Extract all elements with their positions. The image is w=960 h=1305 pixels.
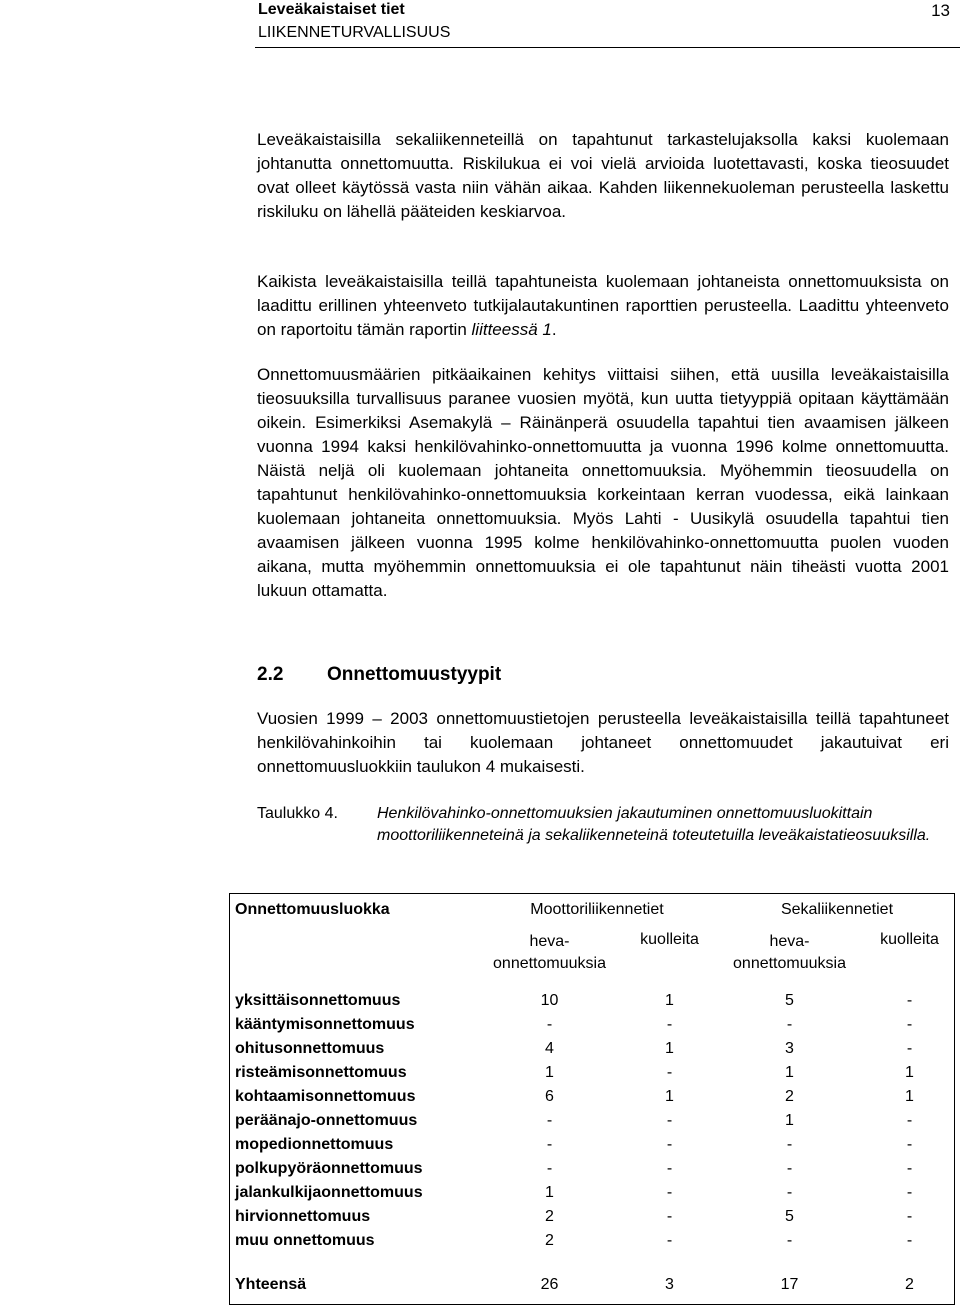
group-header-motorways: Moottoriliikennetiet xyxy=(530,901,664,918)
row-label: kohtaamisonnettomuus xyxy=(235,1088,416,1105)
table-row xyxy=(229,1085,957,1109)
table-cell: - xyxy=(786,1184,793,1201)
row-label: mopedionnettomuus xyxy=(235,1136,394,1153)
table-cell: - xyxy=(906,1208,913,1225)
table-cell: - xyxy=(906,1136,913,1153)
table-cell: - xyxy=(906,1160,913,1177)
subheader-deaths-1: kuolleita xyxy=(640,931,699,948)
group-header-mixed-roads: Sekaliikennetiet xyxy=(780,901,894,918)
table-cell: 17 xyxy=(780,1276,799,1293)
table-cell: - xyxy=(786,1016,793,1033)
table-cell: 1 xyxy=(905,1088,914,1105)
table-cell: 1 xyxy=(785,1064,794,1081)
table-cell: 10 xyxy=(540,992,559,1009)
header-rule xyxy=(255,47,960,48)
row-label: risteämisonnettomuus xyxy=(235,1064,407,1081)
paragraph-2-end: . xyxy=(551,320,557,339)
table-row xyxy=(229,1181,957,1205)
row-label: jalankulkijaonnettomuus xyxy=(235,1184,423,1201)
section-number: 2.2 xyxy=(257,664,284,685)
table-cell: 2 xyxy=(785,1088,794,1105)
paragraph-4: Vuosien 1999 – 2003 onnettomuustietojen perusteella leveäkaistaisilla teillä tapahtuneet henkilövahinkoihin tai kuolemaan johtaneet onnettomuudet jakautuivat eri onnettomuusluokkiin taulukon 4 mukaisesti. xyxy=(257,709,949,776)
table-cell: 6 xyxy=(545,1088,554,1105)
table-cell: 26 xyxy=(540,1276,559,1293)
paragraph-3: Onnettomuusmäärien pitkäaikainen kehitys viittaisi siihen, että uusilla leveäkaistaisilla tieosuuksilla turvallisuus paranee vuosien myötä, kun uutta tietyyppiä opitaan käyttämään oikein. Esimerkiksi Asemakylä – Räinänperä osuudella tapahtui tien avaamisen jälkeen vuonna 1994 kaksi henkilövahinko-onnettomuutta ja vuonna 1996 kolme onnettomuutta. Näistä neljä oli kuolemaan johtaneita onnettomuuksia. Myöhemmin tieosuudella on tapahtunut henkilövahinko-onnettomuuksia korkeintaan kerran vuodessa, eikä lainkaan kuolemaan johtaneita onnettomuuksia. Myös Lahti - Uusikylä osuudella tapahtui tien avaamisen jälkeen vuonna 1995 kolme henkilövahinko-onnettomuutta puolen vuoden aikana, mutta myöhemmin onnettomuuksia ei ole tapahtunut näin tiheästi vuotta 2001 lukuun ottamatta. xyxy=(257,365,949,600)
table-cell: - xyxy=(906,1016,913,1033)
section-title: Onnettomuustyypit xyxy=(327,664,502,685)
row-label: peräänajo-onnettomuus xyxy=(235,1112,418,1129)
table-cell: - xyxy=(666,1232,673,1249)
table-cell: - xyxy=(906,1040,913,1057)
row-label: Yhteensä xyxy=(235,1276,307,1293)
table-row xyxy=(229,1061,957,1085)
table-cell: - xyxy=(666,1160,673,1177)
subheader-heva-2: heva-onnettomuuksia xyxy=(733,933,846,972)
table-cell: - xyxy=(786,1232,793,1249)
table-cell: 1 xyxy=(545,1064,554,1081)
paragraph-2-text: Kaikista leveäkaistaisilla teillä tapahtuneista kuolemaan johtaneista onnettomuuksista on laadittu erillinen yhteenveto tutkijalautakuntinen raporttien perusteella. Laadittu yhteenveto on raportoitu tämän raportin xyxy=(257,272,949,339)
table-cell: 1 xyxy=(905,1064,914,1081)
table-cell: - xyxy=(906,992,913,1009)
table-cell: 3 xyxy=(785,1040,794,1057)
header-title: Leveäkaistaiset tiet xyxy=(258,1,405,18)
table-cell: 1 xyxy=(545,1184,554,1201)
header-subtitle: LIIKENNETURVALLISUUS xyxy=(258,24,451,41)
subheader-row xyxy=(229,927,957,979)
row-label: kääntymisonnettomuus xyxy=(235,1016,415,1033)
table-body xyxy=(229,893,957,1297)
table-row xyxy=(229,1109,957,1133)
table-row xyxy=(229,1229,957,1253)
table-cell: - xyxy=(546,1112,553,1129)
row-label: ohitusonnettomuus xyxy=(235,1040,385,1057)
accident-table xyxy=(229,893,957,1297)
table-cell: 5 xyxy=(785,1208,794,1225)
row-label: muu onnettomuus xyxy=(235,1232,375,1249)
table-cell: - xyxy=(666,1136,673,1153)
table-cell: 2 xyxy=(545,1232,554,1249)
table-cell: - xyxy=(546,1160,553,1177)
caption-text: Henkilövahinko-onnettomuuksien jakautuminen onnettomuusluokittain moottoriliikenneteinä ja sekaliikenneteinä toteutetuilla leveäkaistatieosuuksilla. xyxy=(377,805,931,844)
caption-label: Taulukko 4. xyxy=(257,805,338,822)
appendix-reference: liitteessä 1 xyxy=(471,320,552,339)
table-row xyxy=(229,989,957,1013)
running-header xyxy=(258,0,450,43)
paragraph-1: Leveäkaistaisilla sekaliikenneteillä on tapahtunut tarkastelujaksolla kaksi kuolemaan johtanutta onnettomuutta. Riskilukua ei voi vielä arvioida luotettavasti, koska tieosuudet ovat olleet käytössä vasta niin vähän aikaa. Kahden liikennekuoleman perusteella laskettu riskiluku on lähellä pääteiden keskiarvoa. xyxy=(257,130,949,221)
subheader-deaths-2: kuolleita xyxy=(880,931,939,948)
column-header: Onnettomuusluokka xyxy=(235,901,390,918)
table-cell: 1 xyxy=(785,1112,794,1129)
subheader-heva-1: heva-onnettomuuksia xyxy=(493,933,606,972)
table-cell: - xyxy=(666,1016,673,1033)
table-cell: 5 xyxy=(785,992,794,1009)
table-cell: 1 xyxy=(665,992,674,1009)
table-cell: - xyxy=(906,1112,913,1129)
section-heading xyxy=(257,663,501,687)
table-cell: - xyxy=(546,1136,553,1153)
table-row xyxy=(229,1273,957,1297)
table-row xyxy=(229,1013,957,1037)
row-label: hirvionnettomuus xyxy=(235,1208,371,1225)
table-cell: - xyxy=(546,1016,553,1033)
table-cell: 1 xyxy=(665,1040,674,1057)
table-cell: 3 xyxy=(665,1276,674,1293)
table-cell: - xyxy=(906,1184,913,1201)
header-row xyxy=(229,893,957,927)
table-row xyxy=(229,1037,957,1061)
table-row xyxy=(229,1133,957,1157)
table-cell: - xyxy=(666,1208,673,1225)
paragraph-2 xyxy=(257,270,949,342)
table-row xyxy=(229,1157,957,1181)
table-cell: - xyxy=(666,1112,673,1129)
table-cell: 4 xyxy=(545,1040,554,1057)
table-cell: - xyxy=(666,1184,673,1201)
table-caption xyxy=(257,803,949,847)
row-label: polkupyöräonnettomuus xyxy=(235,1160,423,1177)
table-cell: - xyxy=(786,1136,793,1153)
table-row xyxy=(229,1205,957,1229)
table-cell: 1 xyxy=(665,1088,674,1105)
table-cell: - xyxy=(786,1160,793,1177)
page-number: 13 xyxy=(931,1,950,20)
row-label: yksittäisonnettomuus xyxy=(235,992,401,1009)
table-cell: 2 xyxy=(545,1208,554,1225)
table-cell: - xyxy=(666,1064,673,1081)
table-cell: 2 xyxy=(905,1276,914,1293)
table-cell: - xyxy=(906,1232,913,1249)
